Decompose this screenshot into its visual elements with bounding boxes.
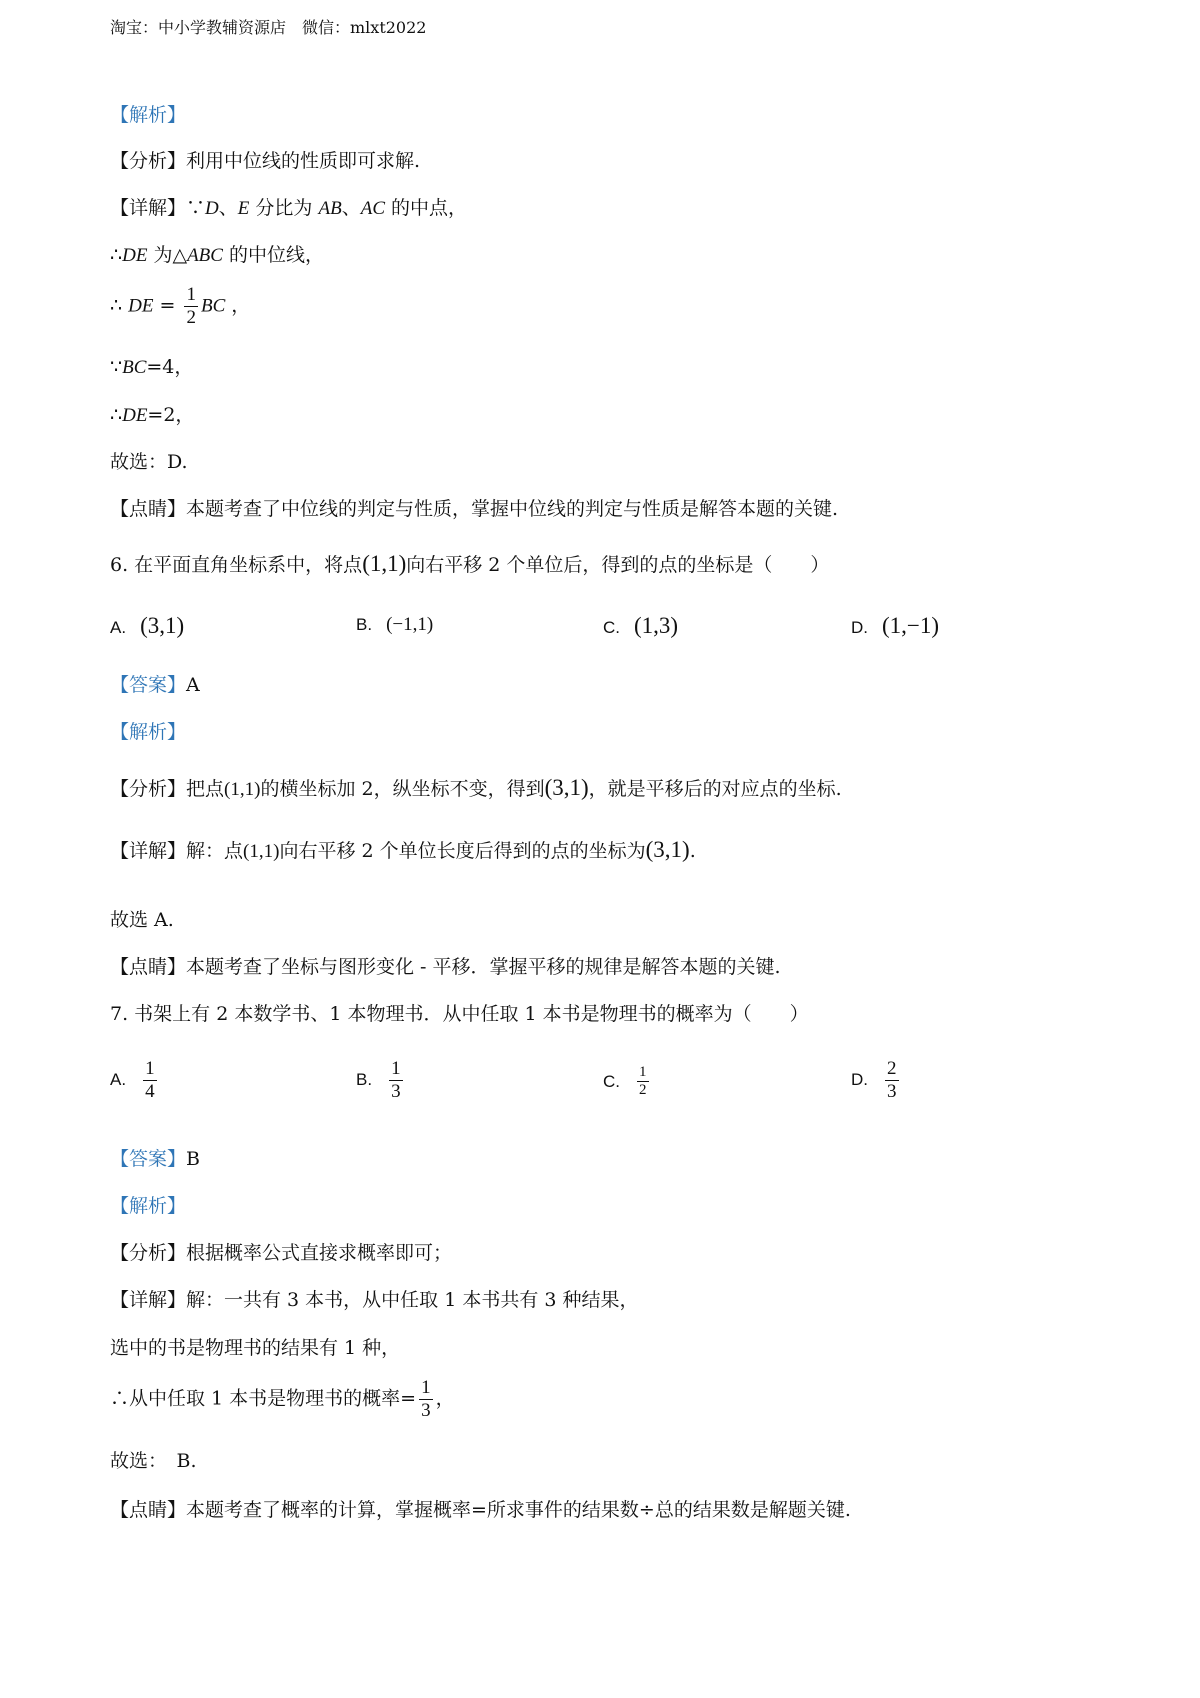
q7-option-b-den: 3: [391, 1080, 401, 1102]
q7-fenxi-tag: 【分析】: [110, 1242, 187, 1264]
q5-xiangjie-tag: 【详解】: [110, 197, 187, 219]
page-header: 淘宝：中小学教辅资源店 微信：mlxt2022: [110, 18, 427, 37]
q5-line5: [110, 406, 194, 425]
q5-l5-pre: ∴: [110, 404, 123, 426]
q7-option-b-label: B.: [356, 1070, 373, 1090]
q7-dianjing: [110, 1501, 851, 1520]
q6-option-a: [110, 613, 184, 639]
q5-l4-pre: ∵: [110, 356, 123, 378]
q7-option-d-label: D.: [851, 1070, 868, 1090]
q5-choose: 故选：D.: [110, 451, 188, 473]
q7-answer-tag: 【答案】: [110, 1148, 187, 1170]
q5-l3-den: 2: [186, 306, 196, 328]
q5-dianjing-text: 本题考查了中位线的判定与性质，掌握中位线的判定与性质是解答本题的关键.: [186, 498, 839, 520]
q6-dianjing: [110, 958, 781, 977]
q6-option-b-label: B.: [356, 615, 373, 634]
q7-l3-den: 3: [421, 1399, 431, 1421]
q6-option-d-label: D.: [851, 618, 868, 637]
q5-line3: [110, 284, 250, 329]
q7-option-c-fraction: [637, 1064, 649, 1100]
q5-l1-sep: 、: [218, 197, 238, 219]
q7-option-a-fraction: [143, 1058, 157, 1103]
q7-option-c-den: 2: [639, 1082, 647, 1099]
q6-xiangjie-point2: (3,1): [645, 837, 690, 862]
q5-fenxi-tag: 【分析】: [110, 150, 187, 172]
q7-choose: 故选： B.: [110, 1450, 197, 1472]
q6-fenxi-tag: 【分析】: [110, 778, 187, 800]
q6-dianjing-tag: 【点睛】: [110, 956, 187, 978]
q6-answer-tag: 【答案】: [110, 674, 187, 696]
q7-xiangjie-text: 解：一共有 3 本书，从中任取 1 本书共有 3 种结果，: [186, 1289, 639, 1311]
q5-analysis-heading: 【解析】: [110, 104, 187, 126]
q6-option-c: [603, 613, 678, 639]
q7-analysis-heading: 【解析】: [110, 1195, 187, 1217]
q7-xiangjie: [110, 1291, 639, 1310]
q5-l1-pre: ∵: [186, 197, 206, 219]
q5-l1-ab: AB: [318, 198, 342, 219]
q6-option-c-value: (1,3): [634, 613, 679, 638]
q5-l1-post: 的中点，: [385, 197, 468, 219]
q6-fenxi-mid: 的横坐标加 2，纵坐标不变，得到: [260, 778, 545, 800]
q5-l3-pre: ∴: [110, 294, 129, 317]
q6-xiangjie: [110, 838, 696, 861]
q5-l1-sep2: 、: [341, 197, 361, 219]
q5-l2-abc: ABC: [187, 245, 223, 266]
q7-fenxi-text: 根据概率公式直接求概率即可；: [186, 1242, 453, 1264]
q6-option-b-value: (−1,1): [386, 614, 434, 635]
q7-option-b-fraction: [389, 1058, 403, 1103]
q6-xiangjie-post: .: [689, 840, 696, 862]
q6-option-d: [851, 613, 939, 639]
q5-l2-pre: ∴: [110, 244, 123, 266]
q6-answer-value: A: [186, 674, 200, 696]
q7-fenxi: [110, 1244, 452, 1263]
q7-dianjing-text: 本题考查了概率的计算，掌握概率=所求事件的结果数÷总的结果数是解题关键.: [186, 1499, 851, 1521]
q5-l3-fraction: [184, 284, 198, 329]
q5-l3-de: DE: [128, 295, 154, 317]
q5-l3-num: 1: [186, 284, 196, 305]
q5-fenxi: [110, 152, 420, 171]
q7-option-c-label: C.: [603, 1071, 620, 1091]
q7-line2: 选中的书是物理书的结果有 1 种，: [110, 1337, 401, 1359]
q7-option-d-den: 3: [887, 1080, 897, 1102]
q6-xiangjie-mid: 向右平移 2 个单位长度后得到的点的坐标为: [279, 840, 646, 862]
q5-dianjing-tag: 【点睛】: [110, 498, 187, 520]
q6-option-a-label: A.: [110, 618, 127, 637]
q6-xiangjie-pre: 解：点: [186, 840, 244, 862]
q7-xiangjie-tag: 【详解】: [110, 1289, 187, 1311]
q7-option-d: [851, 1058, 902, 1103]
q7-option-a-num: 1: [145, 1058, 155, 1079]
q5-l3-eq: =: [153, 294, 182, 317]
q7-option-b: [356, 1058, 406, 1103]
q7-answer: [110, 1150, 200, 1169]
q7-option-d-fraction: [885, 1058, 899, 1103]
q6-stem: [110, 552, 829, 575]
q7-option-c-num: 1: [639, 1064, 647, 1080]
q7-option-a-label: A.: [110, 1070, 127, 1090]
q5-l5-de: DE: [122, 405, 148, 426]
q7-dianjing-tag: 【点睛】: [110, 1499, 187, 1521]
q6-stem-pre: 在平面直角坐标系中，将点: [134, 554, 363, 576]
q7-stem: 7. 书架上有 2 本数学书、1 本物理书．从中任取 1 本书是物理书的概率为（ ）: [110, 1003, 809, 1025]
q5-line4: [110, 358, 193, 377]
q7-l3-post: ，: [435, 1387, 455, 1410]
q5-l2-de: DE: [122, 245, 148, 266]
q7-option-b-num: 1: [391, 1058, 401, 1079]
q7-l3-num: 1: [421, 1377, 431, 1398]
q6-fenxi-pre: 把点: [186, 778, 225, 800]
q7-option-c: [603, 1064, 652, 1100]
q6-choose: 故选 A.: [110, 909, 174, 931]
q5-l5-post: =2，: [147, 404, 195, 426]
q6-option-b: [356, 613, 433, 636]
q7-option-a: [110, 1058, 160, 1103]
q7-option-a-den: 4: [145, 1080, 155, 1102]
q6-fenxi-point2: (3,1): [544, 775, 589, 800]
q5-dianjing: [110, 500, 838, 519]
q6-xiangjie-tag: 【详解】: [110, 840, 187, 862]
q7-l3-pre: ∴从中任取 1 本书是物理书的概率=: [110, 1387, 417, 1410]
q6-fenxi-post: ，就是平移后的对应点的坐标.: [588, 778, 842, 800]
q6-fenxi: [110, 776, 842, 799]
q5-l4-bc: BC: [122, 357, 147, 378]
q6-xiangjie-point: (1,1): [243, 841, 280, 862]
q6-answer: [110, 676, 200, 695]
q6-option-c-label: C.: [603, 618, 620, 637]
q7-answer-value: B: [186, 1148, 200, 1170]
q5-l3-bc: BC: [200, 295, 226, 317]
q6-stem-post: 向右平移 2 个单位后，得到的点的坐标是（ ）: [406, 554, 830, 576]
q5-l2-mid: 为△: [147, 244, 188, 266]
q5-line2: [110, 246, 324, 265]
q5-l1-d: D: [205, 198, 219, 219]
q6-analysis-heading: 【解析】: [110, 721, 187, 743]
q6-fenxi-point: (1,1): [224, 779, 261, 800]
q5-l1-e: E: [237, 198, 250, 219]
q6-option-a-value: (3,1): [140, 613, 185, 638]
q7-l3-fraction: [419, 1377, 433, 1422]
q5-xiangjie-line1: [110, 199, 467, 218]
q6-dianjing-text: 本题考查了坐标与图形变化 - 平移．掌握平移的规律是解答本题的关键.: [186, 956, 781, 978]
q6-number: 6.: [110, 554, 135, 576]
q7-line3: [110, 1377, 455, 1422]
q5-l4-post: =4，: [146, 356, 194, 378]
q6-stem-point: (1,1): [362, 551, 407, 576]
q5-l2-post: 的中位线，: [222, 244, 325, 266]
q6-option-d-value: (1,−1): [882, 613, 940, 638]
q5-l1-ac: AC: [360, 198, 385, 219]
q5-fenxi-text: 利用中位线的性质即可求解.: [186, 150, 421, 172]
q5-l3-post: ，: [225, 294, 251, 317]
q5-l1-mid: 分比为: [249, 197, 319, 219]
q7-option-d-num: 2: [887, 1058, 897, 1079]
